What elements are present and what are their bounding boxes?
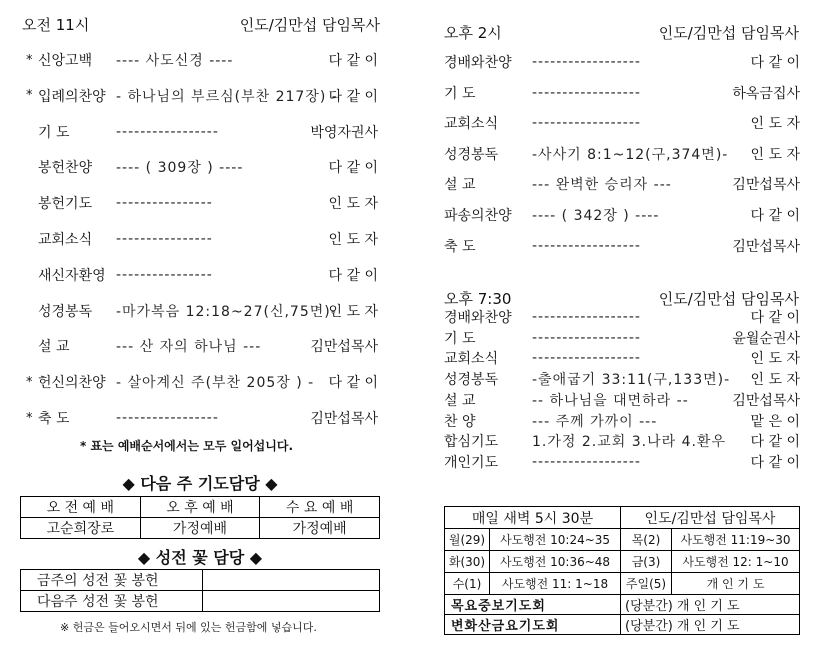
list-item — [444, 431, 800, 451]
order-label: 교회소식 — [444, 351, 499, 368]
table-row — [445, 615, 800, 635]
flower-row-next-week: 다음주 성전 꽃 봉헌 — [21, 591, 203, 612]
order-label: 기 도 — [444, 330, 476, 347]
order-detail: ------------------ — [532, 329, 641, 346]
list-item — [26, 408, 378, 428]
order-detail: ------------------ — [532, 350, 641, 367]
order-label: 기 도 — [38, 124, 70, 141]
order-person: 김만섭목사 — [310, 411, 378, 427]
dawn-reading: 사도행전 12: 1~10 — [672, 551, 800, 573]
order-detail: - 하나님의 부르심(부찬 217장) - — [116, 88, 338, 105]
list-item — [444, 236, 800, 256]
order-person: 다 같 이 — [750, 454, 800, 471]
order-person: 하옥금집사 — [732, 85, 800, 102]
order-detail: -- 하나님을 대면하라 -- — [532, 392, 689, 409]
list-item — [444, 411, 800, 431]
order-label: 경배와찬양 — [444, 310, 512, 326]
order-label: 기 도 — [444, 85, 476, 102]
offering-note: ※ 헌금은 들어오시면서 뒤에 있는 헌금함에 넣습니다. — [60, 621, 317, 634]
order-person: 박영자권사 — [310, 124, 378, 141]
list-item — [38, 265, 378, 285]
dawn-day: 수(1) — [445, 573, 490, 595]
order-label: 성경봉독 — [444, 146, 499, 163]
order-label: 입례의찬양 — [38, 88, 106, 105]
list-item — [444, 390, 800, 410]
order-person: 맡 은 이 — [750, 413, 800, 430]
order-label: 설 교 — [38, 339, 70, 356]
order-label: 성경봉독 — [38, 303, 93, 320]
flower-duty-table — [20, 569, 380, 612]
order-label: 교회소식 — [444, 116, 499, 133]
list-item — [26, 50, 378, 70]
list-item — [38, 157, 378, 177]
order-detail: ---------------- — [116, 266, 213, 283]
dawn-reading: 사도행전 11:19~30 — [672, 529, 800, 551]
prayer-value-wed: 가정예배 — [260, 518, 380, 539]
order-label: 신앙고백 — [38, 53, 93, 69]
table-row — [445, 595, 800, 615]
list-item — [444, 174, 800, 194]
list-item — [444, 113, 800, 133]
order-detail: ----------------- — [116, 410, 219, 426]
standing-mark: * — [26, 88, 33, 104]
dawn-day: 월(29) — [445, 529, 490, 551]
dawn-reading: 사도행전 10:24~35 — [490, 529, 621, 551]
flower-row-this-week: 금주의 성전 꽃 봉헌 — [21, 570, 203, 591]
dawn-day: 금(3) — [621, 551, 672, 573]
order-label: 찬 양 — [444, 413, 476, 430]
order-person: 다 같 이 — [750, 208, 800, 224]
table-row — [445, 529, 800, 551]
list-item — [38, 122, 378, 142]
order-label: 축 도 — [38, 411, 70, 427]
order-label: 헌신의찬양 — [38, 375, 106, 392]
order-person: 인 도 자 — [750, 351, 800, 368]
order-person: 다 같 이 — [328, 267, 378, 284]
order-detail: ---- 사도신경 ---- — [116, 53, 234, 69]
order-detail: ---- ( 342장 ) ---- — [532, 208, 660, 224]
order-detail: ------------------ — [532, 54, 641, 70]
list-item — [444, 328, 800, 348]
order-detail: ----------------- — [116, 123, 219, 140]
evening-service-leader: 인도/김만섭 담임목사 — [658, 290, 799, 308]
afternoon-service-leader: 인도/김만섭 담임목사 — [658, 24, 799, 42]
friday-prayer-desc: (당분간) 개 인 기 도 — [621, 615, 800, 635]
order-label: 봉헌찬양 — [38, 160, 93, 177]
order-person: 다 같 이 — [328, 88, 378, 105]
order-detail: --- 주께 가까이 --- — [532, 413, 658, 430]
dawn-prayer-table — [444, 506, 800, 635]
dawn-title: 매일 새벽 5시 30분 — [445, 507, 621, 529]
standing-note: * 표는 예배순서에서는 모두 일어섭니다. — [80, 439, 294, 453]
order-person: 인 도 자 — [328, 303, 378, 320]
order-label: 설 교 — [444, 177, 476, 194]
order-detail: --- 완벽한 승리자 --- — [532, 177, 672, 194]
order-person: 김만섭목사 — [310, 339, 378, 356]
list-item — [38, 193, 378, 213]
order-person: 김만섭목사 — [732, 392, 800, 409]
order-detail: -마가복음 12:18~27(신,75면)- — [116, 303, 337, 320]
order-person: 다 같 이 — [750, 310, 800, 326]
dawn-day: 화(30) — [445, 551, 490, 573]
order-person: 인 도 자 — [328, 232, 378, 248]
flower-duty-title: ◆ 성전 꽃 담당 ◆ — [137, 548, 263, 567]
order-person: 인 도 자 — [750, 116, 800, 133]
prayer-duty-table — [20, 496, 380, 539]
list-item — [444, 452, 800, 472]
table-row — [445, 551, 800, 573]
order-label: 교회소식 — [38, 232, 93, 248]
evening-service-time: 오후 7:30 — [444, 290, 512, 308]
order-person: 인 도 자 — [328, 196, 378, 213]
prayer-header-am: 오 전 예 배 — [21, 497, 141, 518]
order-detail: - 살아계신 주(부찬 205장 ) - — [116, 375, 315, 392]
order-detail: ---------------- — [116, 195, 213, 212]
order-person: 윤월순권사 — [732, 330, 800, 347]
prayer-header-pm: 오 후 예 배 — [140, 497, 260, 518]
order-person: 김만섭목사 — [732, 238, 800, 255]
order-detail: ---------------- — [116, 231, 213, 247]
dawn-leader: 인도/김만섭 담임목사 — [621, 507, 800, 529]
order-person: 김만섭목사 — [732, 177, 800, 194]
standing-mark: * — [26, 52, 33, 68]
dawn-reading: 사도행전 10:36~48 — [490, 551, 621, 573]
order-label: 새신자환영 — [38, 267, 106, 284]
dawn-day: 목(2) — [621, 529, 672, 551]
order-person: 다 같 이 — [750, 55, 800, 71]
order-detail: 1.가정 2.교회 3.나라 4.환우 — [532, 434, 726, 451]
order-detail: ------------------ — [532, 115, 641, 132]
order-label: 개인기도 — [444, 454, 499, 471]
order-label: 축 도 — [444, 238, 476, 255]
prayer-value-pm: 가정예배 — [140, 518, 260, 539]
table-row — [445, 573, 800, 595]
order-person: 다 같 이 — [750, 434, 800, 451]
dawn-reading: 개 인 기 도 — [672, 573, 800, 595]
dawn-reading: 사도행전 11: 1~18 — [490, 573, 621, 595]
order-detail: ------------------ — [532, 237, 641, 254]
order-person: 다 같 이 — [328, 375, 378, 392]
order-person: 다 같 이 — [328, 53, 378, 69]
order-detail: ---- ( 309장 ) ---- — [116, 160, 244, 177]
order-detail: ------------------ — [532, 453, 641, 470]
order-person: 다 같 이 — [328, 160, 378, 177]
order-detail: -출애굽기 33:11(구,133면)- — [532, 372, 731, 389]
flower-value-this-week — [203, 570, 380, 591]
order-label: 합심기도 — [444, 434, 499, 451]
order-person: 인 도 자 — [750, 372, 800, 389]
list-item — [444, 307, 800, 327]
order-label: 경배와찬양 — [444, 55, 512, 71]
order-detail: ------------------ — [532, 309, 641, 325]
order-label: 성경봉독 — [444, 372, 499, 389]
afternoon-service-time: 오후 2시 — [444, 24, 502, 42]
list-item — [38, 301, 378, 321]
order-detail: ------------------ — [532, 84, 641, 101]
order-label: 설 교 — [444, 392, 476, 409]
list-item — [444, 348, 800, 368]
morning-service-time: 오전 11시 — [22, 16, 90, 34]
list-item — [444, 144, 800, 164]
dawn-day: 주일(5) — [621, 573, 672, 595]
prayer-header-wed: 수 요 예 배 — [260, 497, 380, 518]
list-item — [38, 336, 378, 356]
list-item — [26, 372, 378, 392]
list-item — [444, 52, 800, 72]
order-label: 파송의찬양 — [444, 208, 512, 224]
standing-mark: * — [26, 410, 33, 426]
standing-mark: * — [26, 374, 33, 390]
list-item — [26, 86, 378, 106]
list-item — [444, 205, 800, 225]
order-detail: -사사기 8:1~12(구,374면)- — [532, 146, 729, 163]
thursday-prayer-name: 목요중보기도회 — [445, 595, 621, 615]
morning-service-leader: 인도/김만섭 담임목사 — [239, 16, 380, 34]
thursday-prayer-desc: (당분간) 개 인 기 도 — [621, 595, 800, 615]
list-item — [444, 369, 800, 389]
order-person: 인 도 자 — [750, 146, 800, 163]
prayer-duty-title: ◆ 다음 주 기도담당 ◆ — [122, 474, 278, 493]
list-item — [444, 83, 800, 103]
prayer-value-am: 고순희장로 — [21, 518, 141, 539]
list-item — [38, 229, 378, 249]
flower-value-next-week — [203, 591, 380, 612]
friday-prayer-name: 변화산금요기도회 — [445, 615, 621, 635]
order-detail: --- 산 자의 하나님 --- — [116, 339, 262, 356]
order-label: 봉헌기도 — [38, 196, 93, 213]
